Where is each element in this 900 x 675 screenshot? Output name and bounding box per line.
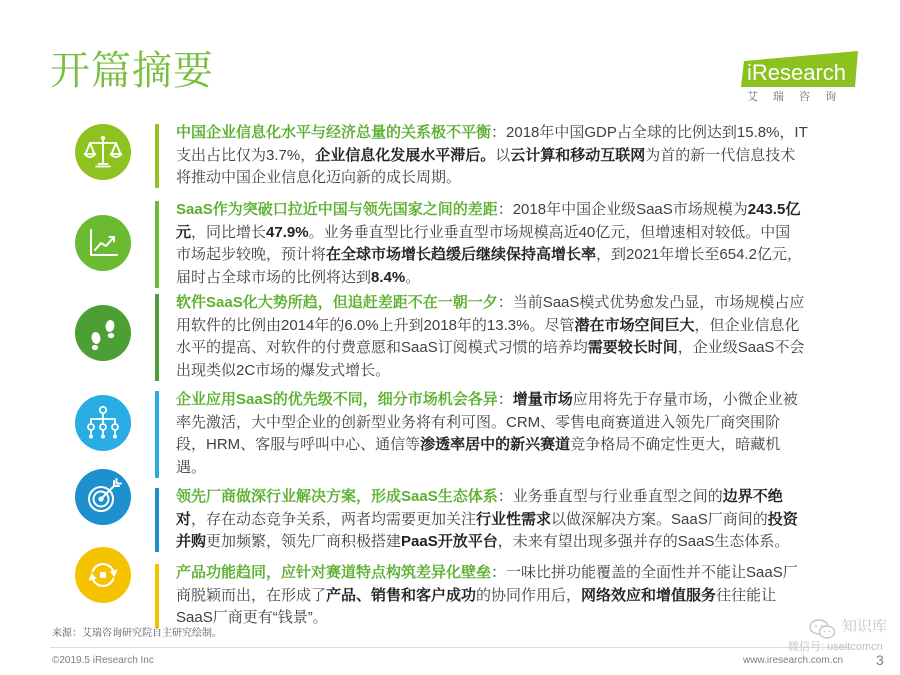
body-text: 出现类似2C市场的爆发式增长。 — [176, 362, 391, 380]
emphasis-text: PaaS开放平台 — [401, 533, 498, 551]
accent-bar — [155, 201, 159, 288]
body-text: ，存在动态竞争关系，两者均需要更加关注 — [191, 510, 477, 528]
text-line — [176, 434, 836, 457]
icon-badge — [75, 469, 131, 525]
emphasis-text: 渗透率居中的新兴赛道 — [420, 436, 571, 454]
text-line — [176, 486, 836, 509]
body-text: ，企业级SaaS不会 — [677, 339, 805, 357]
text-line — [176, 222, 836, 245]
emphasis-text: 潜在市场空间巨大 — [574, 316, 695, 334]
body-text: 竞争格局不确定性更大，暗藏机 — [570, 436, 781, 454]
page-title: 开篇摘要 — [50, 49, 214, 93]
emphasis-text: 需要较长时间 — [587, 339, 678, 357]
text-line — [176, 607, 836, 630]
text-line — [176, 457, 836, 480]
emphasis-text: 产品、销售和客户成功 — [326, 586, 477, 604]
accent-bar — [155, 294, 159, 381]
footprints-icon — [75, 305, 131, 361]
body-text: 水平的提高、对软件的付费意愿和SaaS订阅模式习惯的培养均 — [176, 339, 588, 357]
icon-badge — [75, 124, 131, 180]
body-text: ：一味比拼功能覆盖的全面性并不能让SaaS厂 — [491, 564, 798, 581]
body-text: 更加频繁，领先厂商积极搭建 — [206, 533, 402, 551]
emphasis-text: 企业信息化发展水平滞后。 — [315, 146, 496, 164]
body-text: 支出占比仅为3.7%， — [176, 146, 316, 164]
footer-divider — [50, 647, 850, 648]
emphasis-text: 并购 — [176, 533, 207, 551]
body-text: 为首的新一代信息技术 — [645, 146, 796, 164]
text-line — [176, 562, 836, 585]
icon-badge — [75, 215, 131, 271]
text-line — [176, 315, 836, 338]
body-text: 市场起步较晚，预计将 — [176, 246, 327, 264]
summary-heading: 企业应用SaaS的优先级不同，细分市场机会各异 — [176, 391, 498, 408]
body-text: 以做深解决方案。SaaS厂商间的 — [551, 510, 768, 528]
logo-wordmark: iResearch — [747, 60, 847, 85]
text-line — [176, 337, 836, 360]
accent-bar — [155, 564, 159, 628]
text-line — [176, 167, 836, 190]
hierarchy-icon — [75, 395, 131, 451]
body-text: 应用将先于存量市场，小微企业被 — [572, 391, 798, 408]
emphasis-text: 对 — [176, 510, 192, 528]
icon-badge — [75, 547, 131, 603]
source-note: 来源：艾瑞咨询研究院自主研究绘制。 — [52, 628, 222, 639]
text-line — [176, 145, 836, 168]
watermark-account: 微信号: useitcomcn — [788, 641, 883, 653]
body-text: ，但企业信息化 — [694, 316, 800, 334]
text-line — [176, 199, 836, 222]
text-line — [176, 509, 836, 532]
emphasis-text: 行业性需求 — [476, 510, 552, 528]
emphasis-text: 边界不绝 — [722, 488, 783, 505]
body-text: ，同比增长 — [191, 223, 267, 241]
summary-text — [176, 292, 836, 383]
text-line — [176, 122, 836, 145]
accent-bar — [155, 488, 159, 552]
body-text: 届时占全球市场的比例将达到 — [176, 269, 372, 287]
body-text: ：业务垂直型与行业垂直型之间的 — [497, 488, 723, 505]
text-line — [176, 267, 836, 290]
summary-heading: 领先厂商做深行业解决方案，形成SaaS生态体系 — [176, 488, 498, 505]
icon-badge — [75, 395, 131, 451]
emphasis-text: 8.4% — [371, 269, 406, 287]
summary-text — [176, 486, 836, 554]
body-text: ：当前SaaS模式优势愈发凸显，市场规模占应 — [497, 294, 805, 311]
line-chart-icon — [75, 215, 131, 271]
text-line — [176, 531, 836, 554]
emphasis-text: 投资 — [767, 510, 798, 528]
body-text: 往往能让 — [716, 586, 777, 604]
page-number: 3 — [876, 652, 884, 668]
text-line — [176, 585, 836, 608]
iresearch-logo — [741, 49, 859, 89]
summary-text — [176, 199, 836, 290]
summary-heading: 产品功能趋同，应针对赛道特点构筑差异化壁垒 — [176, 564, 492, 581]
text-line — [176, 244, 836, 267]
body-text: 。 — [405, 269, 421, 287]
body-text: 商脱颖而出，在形成了 — [176, 586, 327, 604]
summary-heading: SaaS作为突破口拉近中国与领先国家之间的差距 — [176, 201, 498, 218]
body-text: ：2018年中国GDP占全球的比例达到15.8%，IT — [491, 124, 808, 141]
body-text: ，到2021年增长至654.2亿元， — [596, 246, 802, 264]
accent-bar — [155, 124, 159, 188]
copyright: ©2019.5 iResearch Inc — [52, 655, 154, 666]
icon-badge — [75, 305, 131, 361]
text-line — [176, 412, 836, 435]
summary-text — [176, 389, 836, 480]
body-text: ，未来有望出现多强并存的SaaS生态体系。 — [497, 533, 790, 551]
emphasis-text: 47.9% — [266, 223, 309, 241]
summary-text — [176, 562, 836, 630]
text-line — [176, 389, 836, 412]
body-text: SaaS厂商更有“钱景”。 — [176, 609, 328, 627]
body-text: ：2018年中国企业级SaaS市场规模为 — [497, 201, 748, 218]
emphasis-text: 云计算和移动互联网 — [510, 146, 646, 164]
text-line — [176, 360, 836, 383]
body-text: 。业务垂直型比行业垂直型市场规模高近40亿元，但增速相对较低。中国 — [308, 223, 791, 241]
emphasis-text: 243.5亿 — [747, 201, 801, 218]
emphasis-text: 在全球市场增长趋缓后继续保持高增长率 — [326, 246, 597, 264]
logo-chinese-name: 艾 瑞 咨 询 — [747, 91, 843, 103]
summary-text — [176, 122, 836, 190]
summary-heading: 软件SaaS化大势所趋，但追赶差距不在一朝一夕 — [176, 294, 498, 311]
body-text: 以 — [495, 146, 511, 164]
cycle-arrows-icon — [75, 547, 131, 603]
emphasis-text: 元 — [176, 223, 192, 241]
body-text: 遇。 — [176, 459, 207, 477]
emphasis-text: 网络效应和增值服务 — [581, 586, 717, 604]
wechat-icon — [808, 618, 836, 640]
body-text: 段，HRM、客服与呼叫中心、通信等 — [176, 436, 421, 454]
target-icon — [75, 469, 131, 525]
scales-icon — [75, 124, 131, 180]
watermark-name: 知识库 — [842, 618, 888, 635]
summary-heading: 中国企业信息化水平与经济总量的关系极不平衡 — [176, 124, 492, 141]
text-line — [176, 292, 836, 315]
body-text: 用软件的比例由2014年的6.0%上升到2018年的13.3%。尽管 — [176, 316, 575, 334]
body-text: 率先激活，大中型企业的创新型业务将有利可图。CRM、零售电商赛道进入领先厂商突围阶 — [176, 413, 781, 431]
emphasis-text: 增量市场 — [512, 391, 573, 408]
body-text: 的协同作用后， — [476, 586, 582, 604]
accent-bar — [155, 391, 159, 478]
body-text: ： — [497, 391, 513, 408]
body-text: 将推动中国企业信息化迈向新的成长周期。 — [176, 169, 462, 187]
website-url: www.iresearch.com.cn — [743, 655, 844, 666]
